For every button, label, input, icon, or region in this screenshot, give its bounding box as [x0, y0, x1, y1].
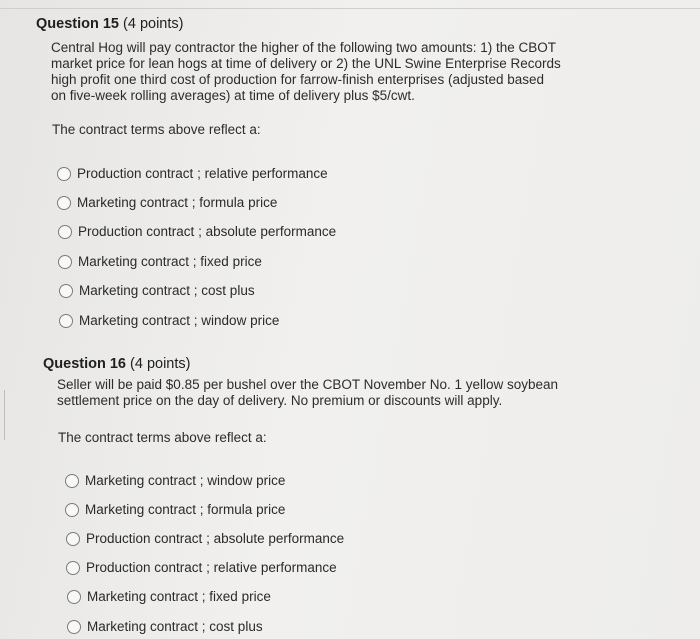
question-text-line: market price for lean hogs at time of delivery or 2) the UNL Swine Enterprise Records: [51, 56, 561, 71]
question-text: [51, 40, 611, 104]
answer-label: Marketing contract ; fixed price: [87, 589, 271, 604]
radio-button[interactable]: [67, 590, 81, 604]
answer-option[interactable]: [59, 313, 279, 328]
divider: [0, 8, 700, 9]
question-points: (4 points): [123, 16, 184, 32]
answer-label: Production contract ; relative performance: [77, 166, 328, 181]
question-text-line: settlement price on the day of delivery. No premium or discounts will apply.: [57, 393, 503, 408]
radio-button[interactable]: [59, 284, 73, 298]
answer-label: Marketing contract ; formula price: [77, 195, 278, 210]
question-number: Question 16: [43, 356, 126, 372]
answer-option[interactable]: [57, 166, 328, 181]
answer-label: Production contract ; absolute performance: [78, 224, 337, 239]
answer-option[interactable]: [67, 619, 263, 634]
answer-label: Marketing contract ; cost plus: [79, 283, 255, 298]
question-text: [57, 377, 617, 409]
answer-option[interactable]: [66, 531, 344, 546]
radio-button[interactable]: [58, 225, 72, 239]
answer-label: Marketing contract ; cost plus: [87, 619, 263, 634]
divider: [4, 390, 5, 440]
answer-option[interactable]: [57, 195, 277, 210]
answer-label: Marketing contract ; window price: [85, 473, 286, 488]
radio-button[interactable]: [58, 255, 72, 269]
radio-button[interactable]: [57, 167, 71, 181]
answer-option[interactable]: [67, 589, 271, 604]
answer-option[interactable]: [65, 502, 285, 517]
radio-button[interactable]: [65, 474, 79, 488]
answer-option[interactable]: [65, 473, 285, 488]
radio-button[interactable]: [67, 620, 81, 634]
question-text-line: high profit one third cost of production for farrow-finish enterprises (adjusted based: [51, 72, 545, 87]
radio-button[interactable]: [65, 503, 79, 517]
answer-label: Marketing contract ; window price: [79, 313, 280, 328]
question-text-line: Central Hog will pay contractor the higher of the following two amounts: 1) the CBOT: [51, 40, 556, 55]
answer-option[interactable]: [59, 283, 255, 298]
radio-button[interactable]: [57, 196, 71, 210]
question-title: [43, 356, 190, 372]
answer-option[interactable]: [58, 254, 262, 269]
radio-button[interactable]: [66, 532, 80, 546]
question-title: [36, 16, 183, 32]
answer-option[interactable]: [66, 560, 337, 575]
answer-label: Production contract ; relative performance: [86, 560, 337, 575]
question-text-line: on five-week rolling averages) at time of delivery plus $5/cwt.: [51, 88, 415, 103]
question-prompt: The contract terms above reflect a:: [58, 430, 267, 445]
question-points: (4 points): [130, 356, 191, 372]
answer-label: Marketing contract ; fixed price: [78, 254, 262, 269]
answer-label: Production contract ; absolute performance: [86, 531, 345, 546]
radio-button[interactable]: [66, 561, 80, 575]
radio-button[interactable]: [59, 314, 73, 328]
answer-option[interactable]: [58, 224, 336, 239]
question-text-line: Seller will be paid $0.85 per bushel over the CBOT November No. 1 yellow soybean: [57, 377, 559, 392]
question-prompt: The contract terms above reflect a:: [52, 122, 261, 137]
answer-label: Marketing contract ; formula price: [85, 502, 286, 517]
question-number: Question 15: [36, 16, 119, 32]
